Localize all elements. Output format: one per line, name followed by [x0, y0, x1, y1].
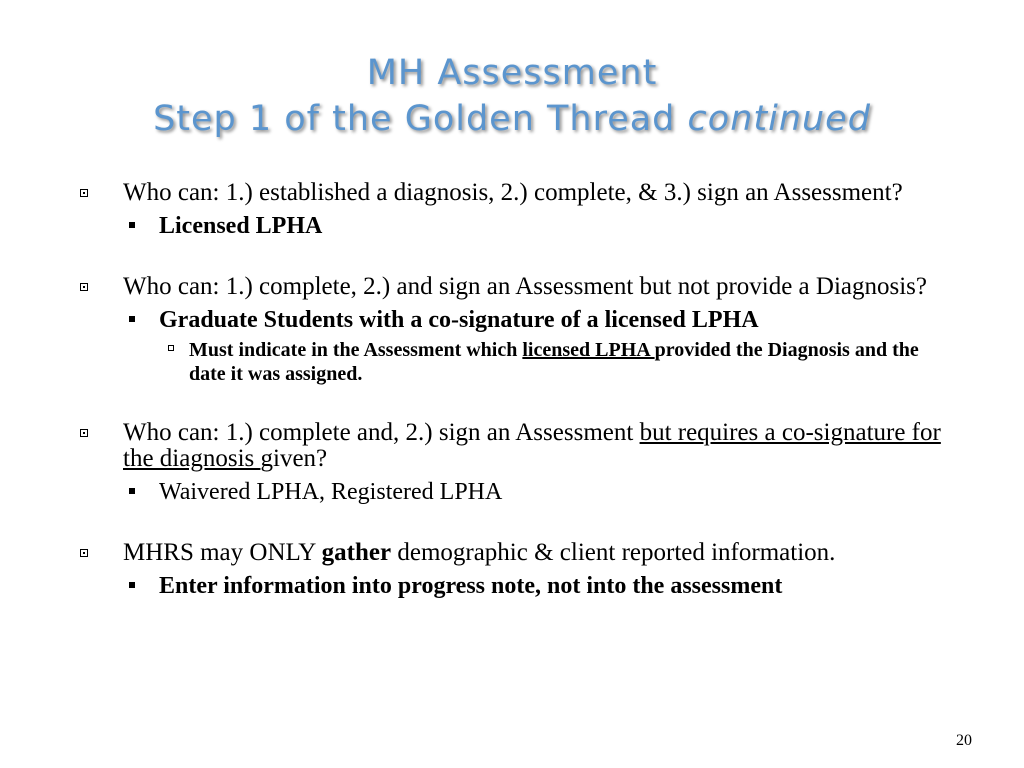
filled-square-bullet-icon	[129, 488, 135, 494]
title-line-1: MH Assessment	[366, 53, 658, 93]
square-bullet-icon	[80, 189, 88, 197]
square-bullet-icon	[80, 549, 88, 557]
hollow-square-bullet-icon	[168, 345, 174, 351]
page-number: 20	[956, 732, 972, 749]
slide-title	[0, 50, 1024, 142]
bullet-1: Who can: 1.) established a diagnosis, 2.) complete, & 3.) sign an Assessment?	[76, 180, 956, 206]
title-italic: continued	[687, 99, 871, 139]
title-line-2: Step 1 of the Golden Thread continued	[153, 99, 871, 139]
bullet-4: MHRS may ONLY gather demographic & client reported information.	[76, 540, 956, 566]
sub-bullet-1-1: Licensed LPHA	[76, 212, 956, 240]
sub-bullet-2-1: Graduate Students with a co-signature of a licensed LPHA	[76, 306, 956, 334]
filled-square-bullet-icon	[129, 582, 135, 588]
filled-square-bullet-icon	[129, 316, 135, 322]
bullet-2: Who can: 1.) complete, 2.) and sign an Assessment but not provide a Diagnosis?	[76, 274, 956, 300]
slide-content	[76, 180, 956, 600]
square-bullet-icon	[80, 283, 88, 291]
filled-square-bullet-icon	[129, 222, 135, 228]
sub-bullet-3-1: Waivered LPHA, Registered LPHA	[76, 478, 956, 506]
bullet-3: Who can: 1.) complete and, 2.) sign an Assessment but requires a co-signature for the diagnosis given?	[76, 420, 956, 472]
sub-sub-bullet-2-1-1: Must indicate in the Assessment which licensed LPHA provided the Diagnosis and the date it was assigned.	[76, 338, 956, 386]
square-bullet-icon	[80, 429, 88, 437]
sub-bullet-4-1: Enter information into progress note, not into the assessment	[76, 572, 956, 600]
